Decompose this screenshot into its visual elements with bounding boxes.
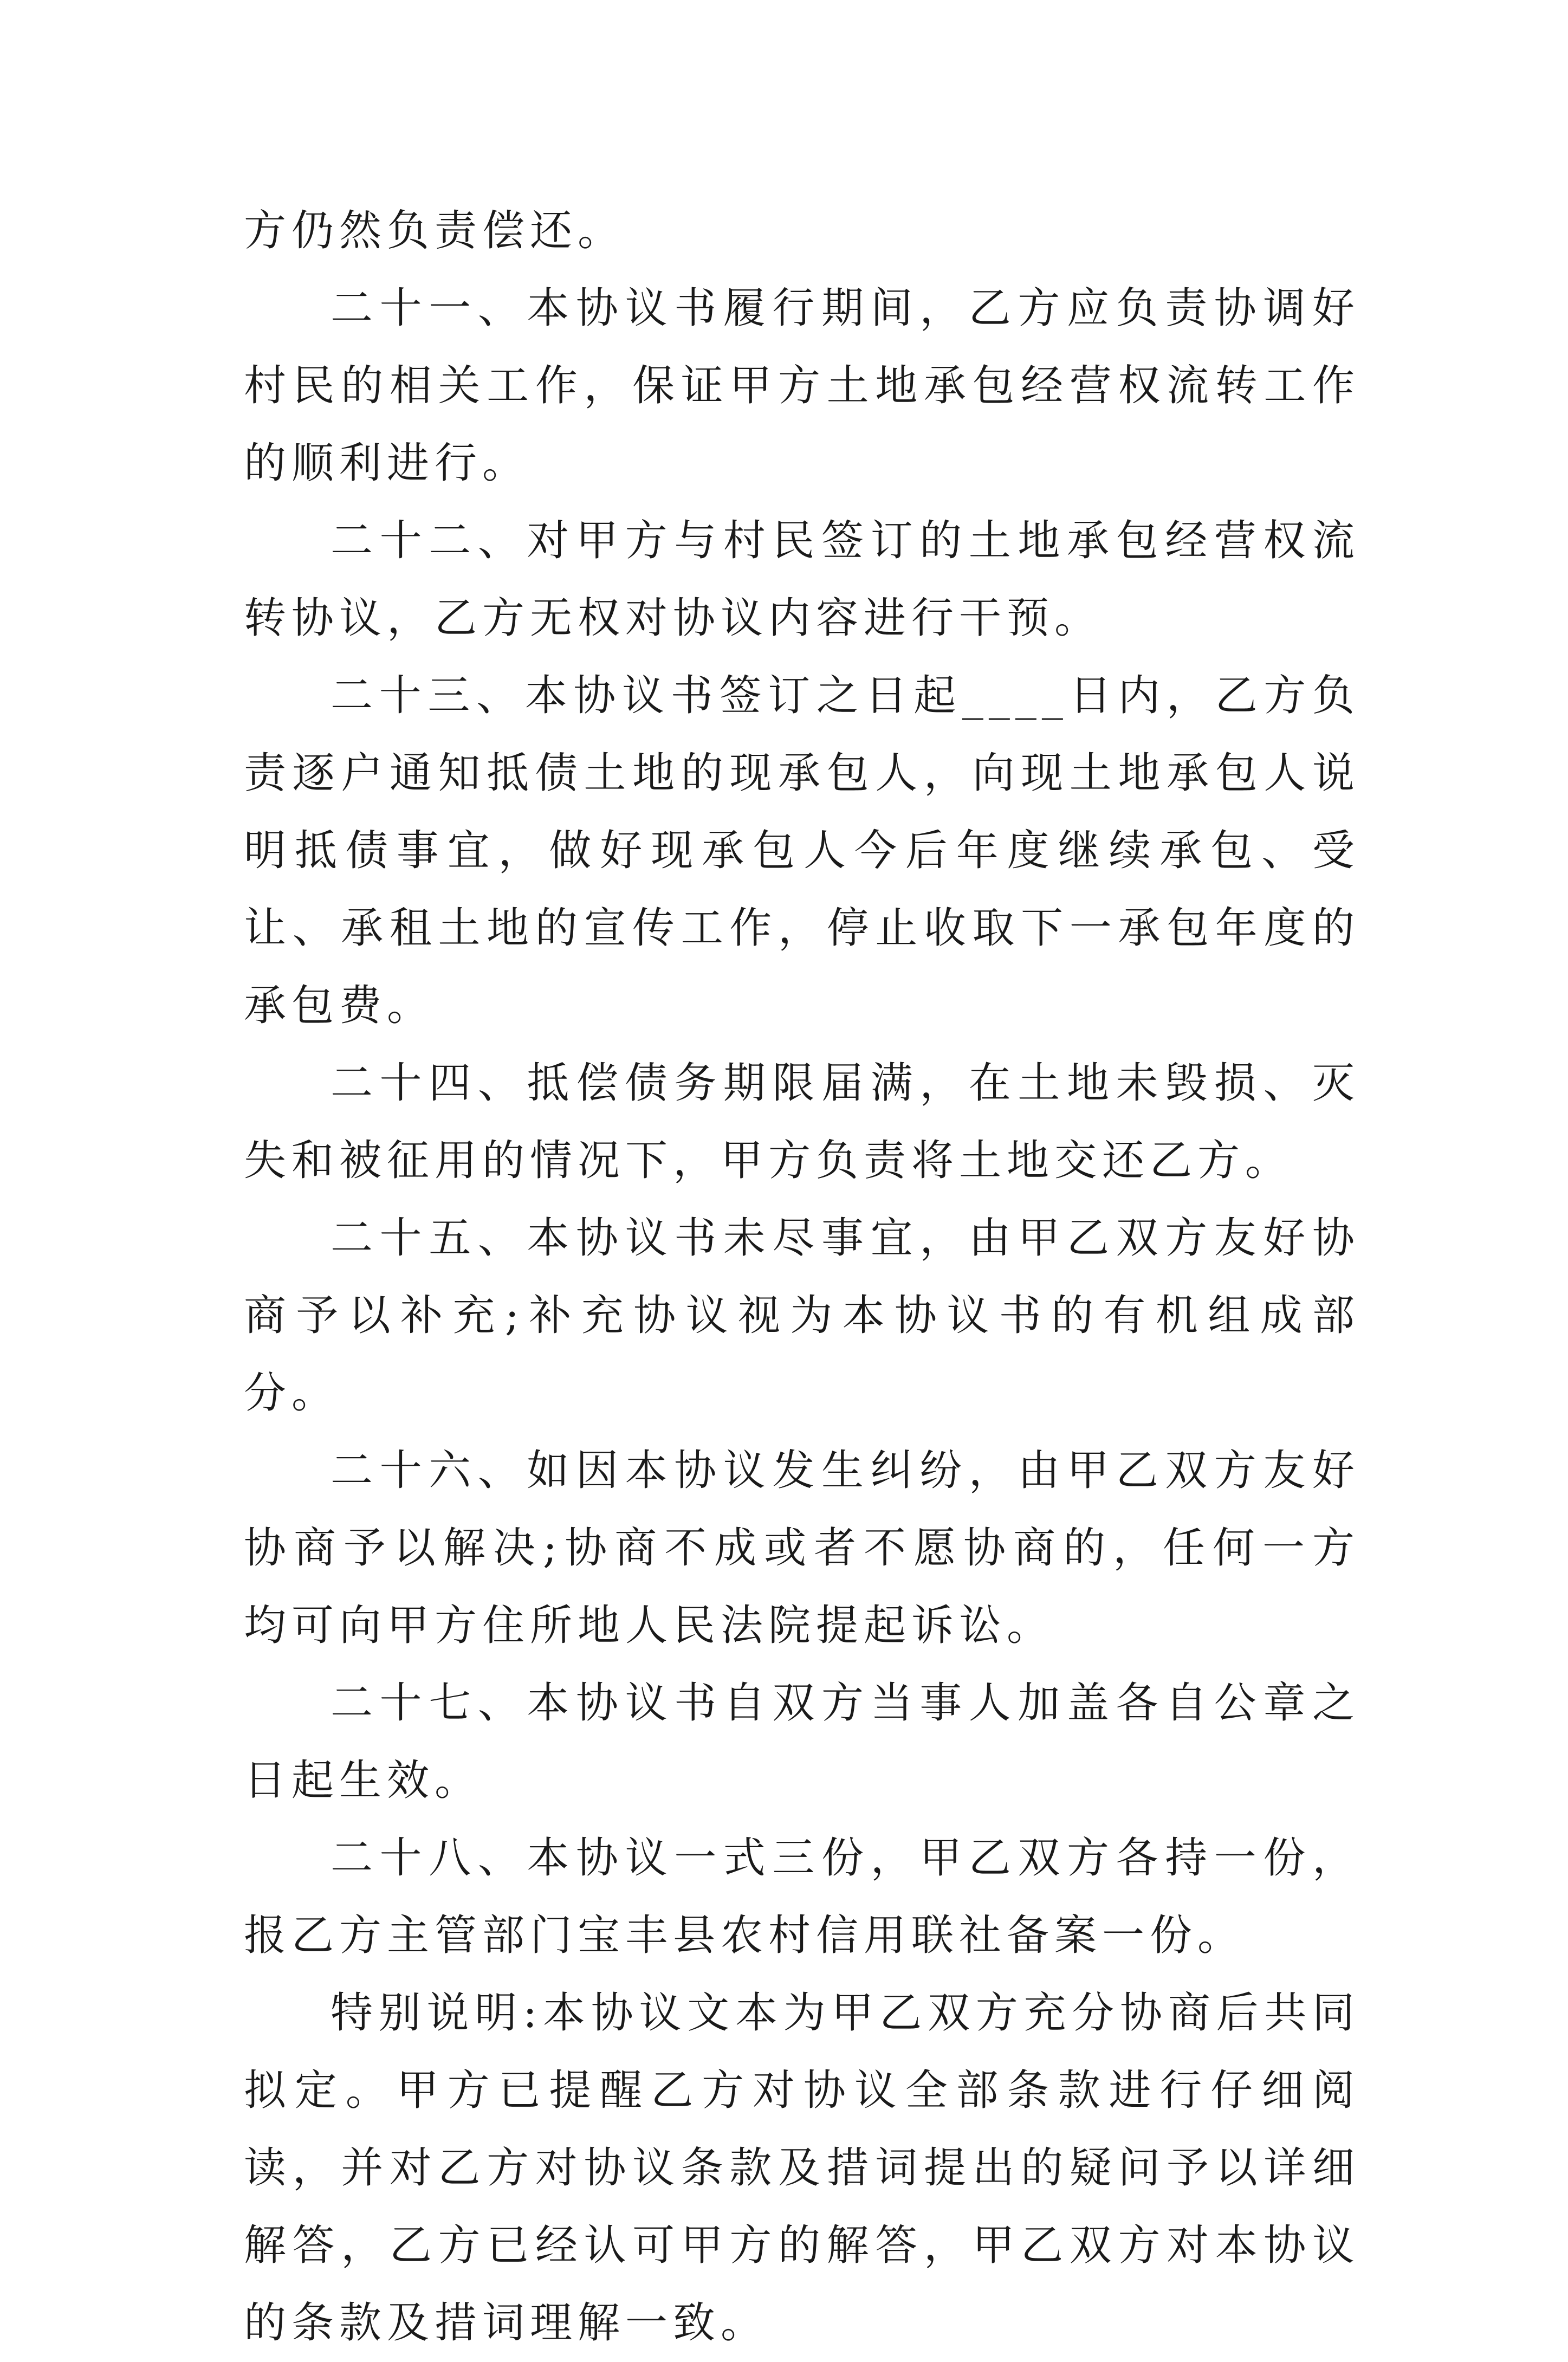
clause-21: 二十一、本协议书履行期间，乙方应负责协调好村民的相关工作，保证甲方土地承包经营权流转工作的顺利进行。 bbox=[244, 284, 1360, 488]
clause-28: 二十八、本协议一式三份，甲乙双方各持一份，报乙方主管部门宝丰县农村信用联社备案一份。 bbox=[244, 1834, 1360, 1960]
clause-26: 二十六、如因本协议发生纠纷，由甲乙双方友好协商予以解决;协商不成或者不愿协商的，任何一方均可向甲方住所地人民法院提起诉讼。 bbox=[244, 1446, 1360, 1650]
clause-27: 二十七、本协议书自双方当事人加盖各自公章之日起生效。 bbox=[244, 1679, 1360, 1805]
clause-22: 二十二、对甲方与村民签订的土地承包经营权流转协议，乙方无权对协议内容进行干预。 bbox=[244, 516, 1360, 643]
special-note: 特别说明:本协议文本为甲乙双方充分协商后共同拟定。甲方已提醒乙方对协议全部条款进行仔细阅读，并对乙方对协议条款及措词提出的疑问予以详细解答，乙方已经认可甲方的解答，甲乙双方对本协议的条款及措词理解一致。 bbox=[244, 1989, 1360, 2347]
clause-23: 二十三、本协议书签订之日起____日内，乙方负责逐户通知抵债土地的现承包人，向现土地承包人说明抵债事宜，做好现承包人今后年度继续承包、受让、承租土地的宣传工作，停止收取下一承包年度的承包费。 bbox=[244, 671, 1360, 1030]
document-body bbox=[244, 192, 1360, 2362]
paragraph-continuation: 方仍然负责偿还。 bbox=[244, 206, 626, 255]
clause-24: 二十四、抵偿债务期限届满，在土地未毁损、灭失和被征用的情况下，甲方负责将土地交还乙方。 bbox=[244, 1059, 1360, 1185]
clause-25: 二十五、本协议书未尽事宜，由甲乙双方友好协商予以补充;补充协议视为本协议书的有机组成部分。 bbox=[244, 1214, 1360, 1418]
